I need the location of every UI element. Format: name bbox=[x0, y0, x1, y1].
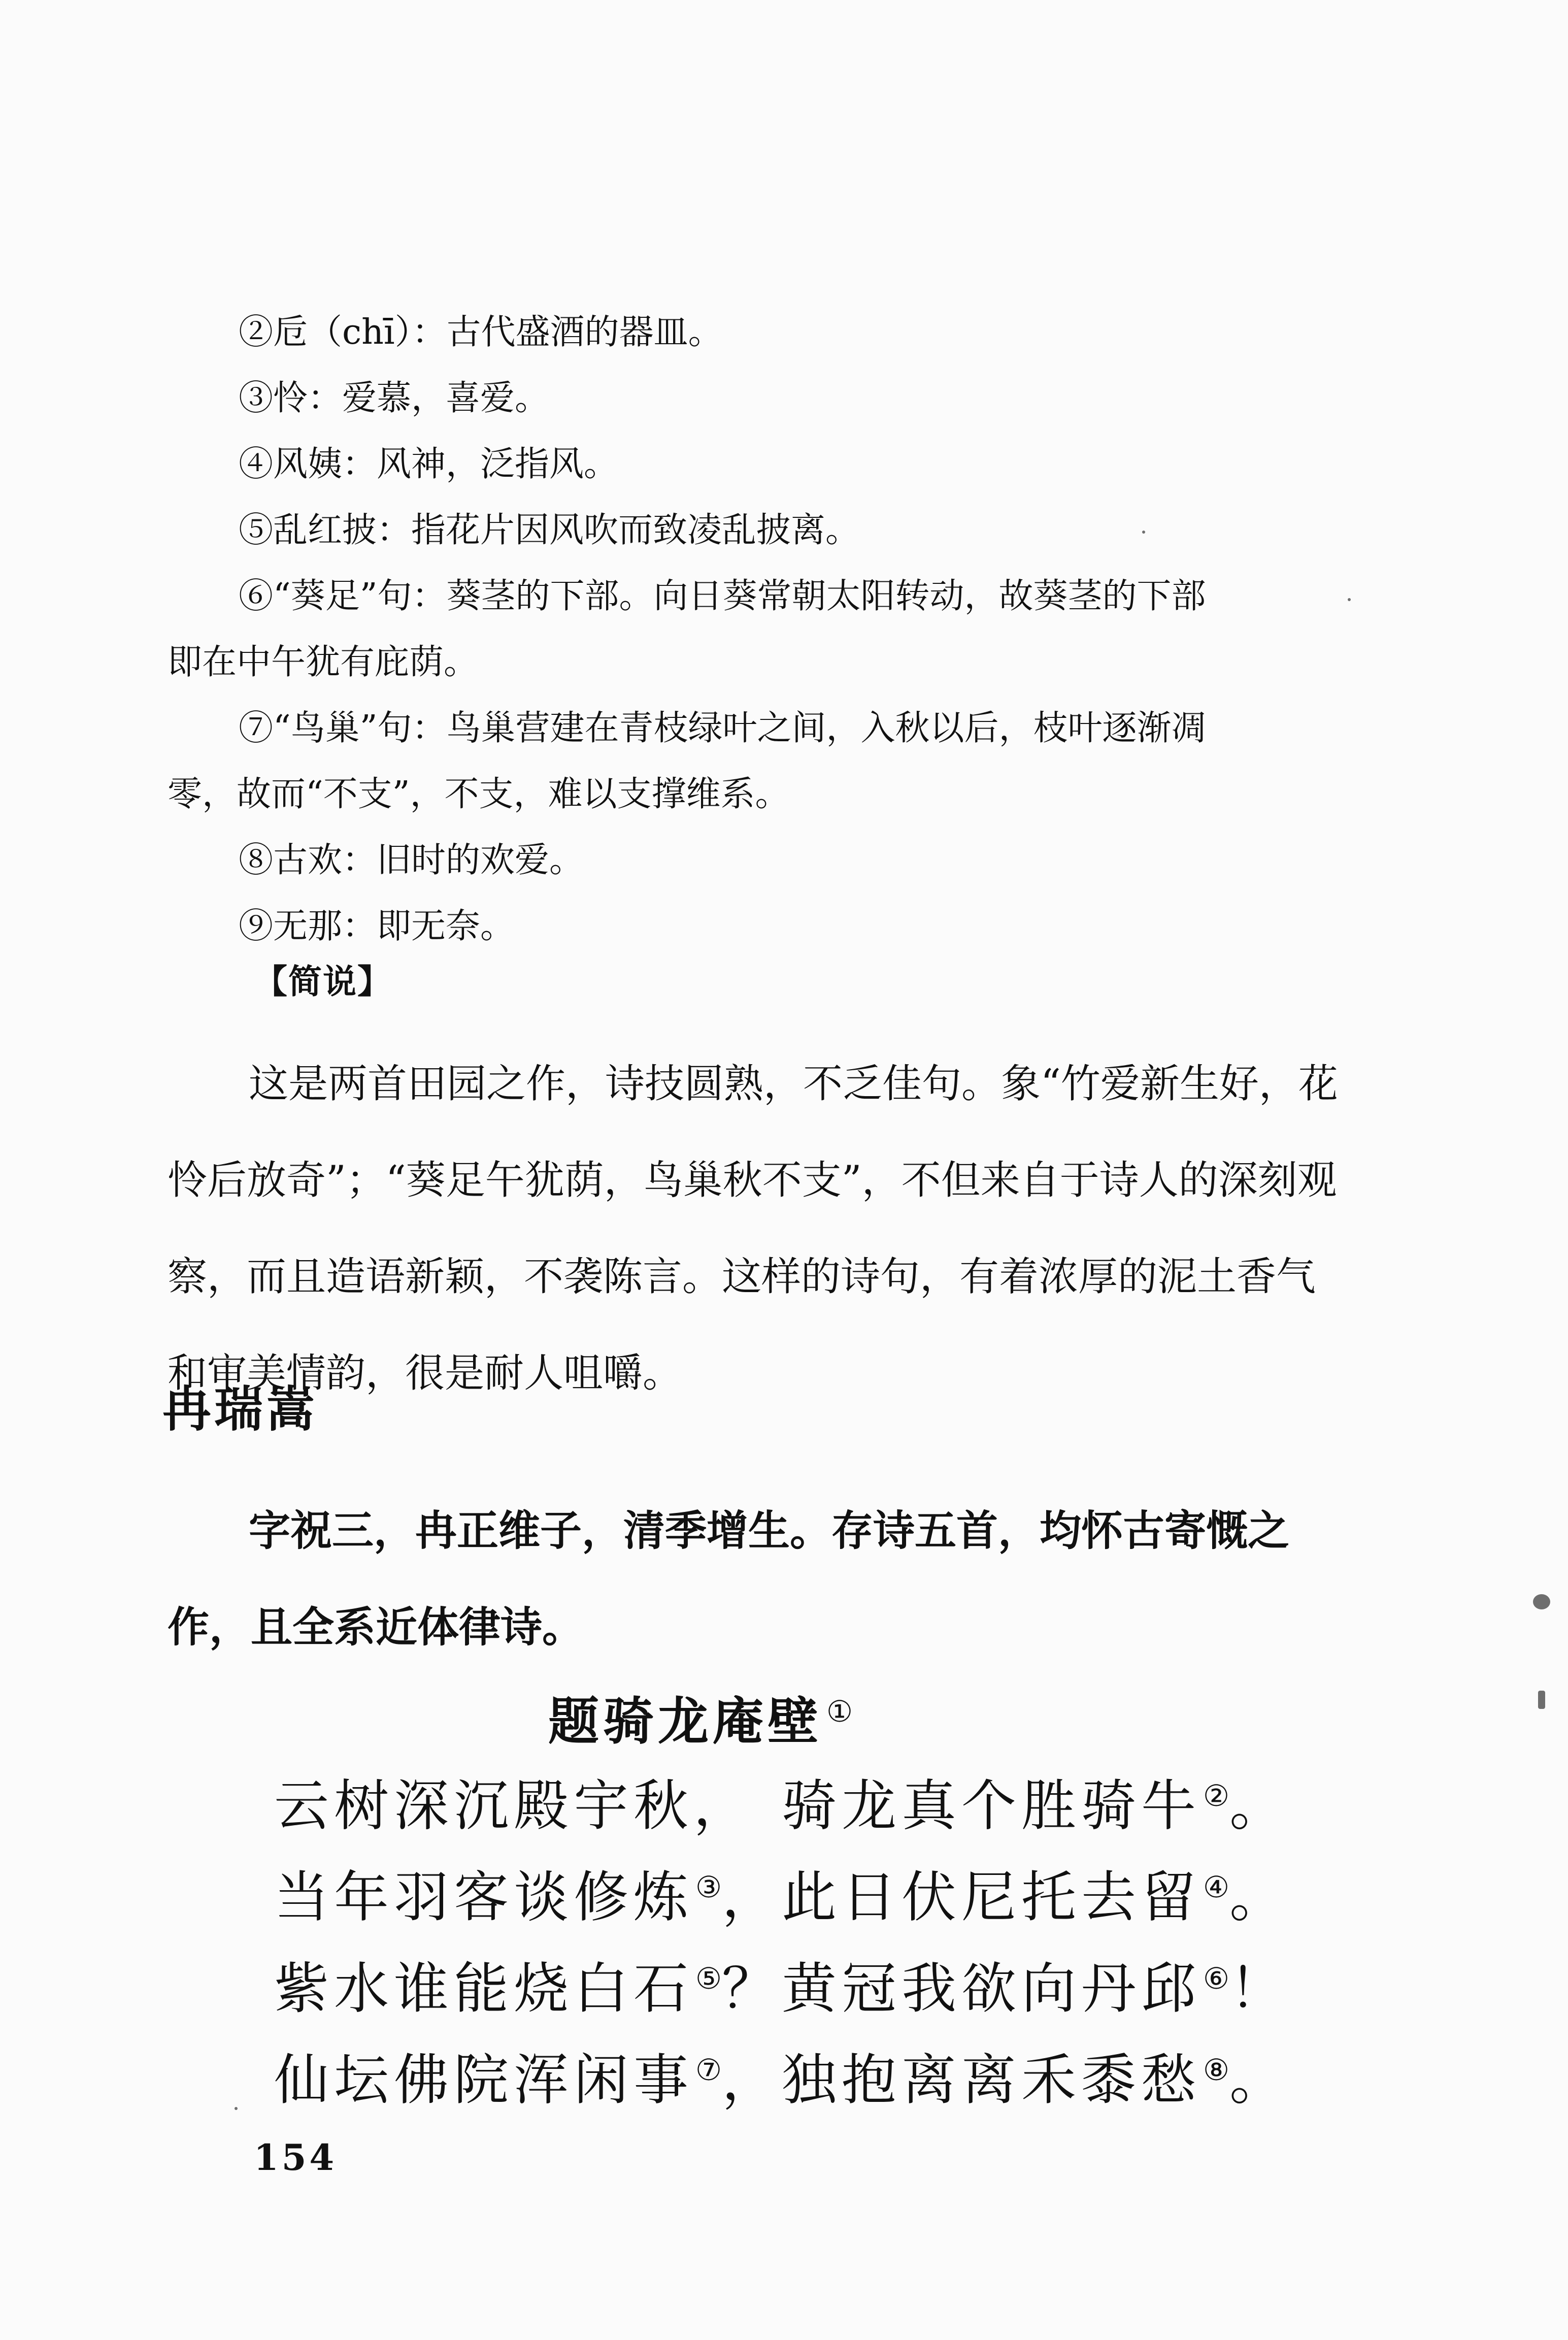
verse-text: 仙坛佛院浑闲事 bbox=[274, 2049, 694, 2112]
author-heading: 冉瑞嵩 bbox=[162, 1380, 318, 1438]
verse-text: 云树深沉殿宇秋， bbox=[274, 1774, 754, 1838]
poem-line-first-half bbox=[274, 1853, 782, 1932]
section-heading-brief-commentary: 【简说】 bbox=[254, 962, 392, 1001]
footnote-8: ⑧古欢：旧时的欢爱。 bbox=[239, 840, 584, 880]
footnote-7: ⑦“鸟巢”句：鸟巢营建在青枝绿叶之间，入秋以后，枝叶逐渐凋 bbox=[239, 708, 1206, 748]
verse-punctuation: ！ bbox=[1229, 1957, 1290, 2021]
scan-speck bbox=[235, 2107, 238, 2110]
scan-speck bbox=[1533, 1594, 1550, 1609]
scan-speck bbox=[1348, 598, 1351, 601]
verse-punctuation: ， bbox=[722, 1866, 782, 1929]
footnote-7-continued: 零，故而“不支”，不支，难以支撑维系。 bbox=[168, 774, 790, 814]
poem-line bbox=[274, 1762, 1289, 1853]
note-marker: ③ bbox=[695, 1870, 722, 1904]
note-marker: ⑥ bbox=[1203, 1961, 1230, 1996]
footnote-6: ⑥“葵足”句：葵茎的下部。向日葵常朝太阳转动，故葵茎的下部 bbox=[239, 576, 1206, 616]
poem-title bbox=[548, 1680, 857, 1754]
poem-title-text: 题骑龙庵壁 bbox=[548, 1691, 822, 1751]
note-marker: ② bbox=[1203, 1778, 1230, 1813]
poem-line-second-half bbox=[782, 2036, 1290, 2115]
verse-punctuation: ， bbox=[722, 2049, 782, 2112]
verse-punctuation: 。 bbox=[1229, 2049, 1290, 2112]
note-marker: ④ bbox=[1203, 1870, 1230, 1904]
poem-line bbox=[274, 1853, 1289, 1944]
verse-punctuation: 。 bbox=[1229, 1866, 1290, 1929]
commentary-paragraph: 这是两首田园之作，诗技圆熟，不乏佳句。象“竹爱新生好，花怜后放奇”；“葵足午犹荫，鸟巢秋不支”，不但来自于诗人的深刻观察，而且造语新颖，不袭陈言。这样的诗句，有着浓厚的泥土香气和审美情韵，很是耐人咀嚼。 bbox=[168, 1061, 1338, 1396]
note-marker: ⑤ bbox=[695, 1961, 722, 1996]
page-number: 154 bbox=[254, 2136, 338, 2179]
verse-text: 此日伏尼托去留 bbox=[782, 1866, 1202, 1929]
poem-line-first-half bbox=[274, 1944, 782, 2023]
footnote-2: ②卮（chī）：古代盛酒的器皿。 bbox=[239, 312, 723, 352]
poem-line-first-half bbox=[274, 2036, 782, 2115]
poem-line-second-half bbox=[782, 1762, 1290, 1840]
note-marker: ⑦ bbox=[695, 2053, 722, 2087]
footnote-9: ⑨无那：即无奈。 bbox=[239, 906, 515, 946]
verse-text: 黄冠我欲向丹邱 bbox=[782, 1957, 1202, 2021]
footnote-6-continued: 即在中午犹有庇荫。 bbox=[168, 642, 479, 682]
poem-line-second-half bbox=[782, 1944, 1290, 2023]
poem-line-second-half bbox=[782, 1853, 1290, 1932]
verse-text: 独抱离离禾黍愁 bbox=[782, 2049, 1202, 2112]
footnotes bbox=[168, 300, 1335, 960]
note-marker: ⑧ bbox=[1203, 2053, 1230, 2087]
poem-body bbox=[274, 1762, 1289, 2127]
poem-line bbox=[274, 2036, 1289, 2127]
verse-text: 当年羽客谈修炼 bbox=[274, 1866, 694, 1929]
author-biography: 字祝三，冉正维子，清季增生。存诗五首，均怀古寄慨之作，且全系近体律诗。 bbox=[168, 1506, 1290, 1652]
footnote-5: ⑤乱红披：指花片因风吹而致凌乱披离。 bbox=[239, 510, 860, 550]
poem-title-note-marker: ① bbox=[826, 1694, 857, 1729]
poem-line bbox=[274, 1944, 1289, 2036]
footnote-3: ③怜：爱慕，喜爱。 bbox=[239, 378, 550, 418]
verse-punctuation: 。 bbox=[1229, 1774, 1290, 1838]
verse-text: 骑龙真个胜骑牛 bbox=[782, 1774, 1202, 1838]
scan-speck bbox=[1538, 1691, 1545, 1709]
scan-speck bbox=[1142, 531, 1145, 534]
footnote-4: ④风姨：风神，泛指风。 bbox=[239, 444, 619, 484]
verse-punctuation: ？ bbox=[722, 1957, 782, 2021]
poem-line-first-half bbox=[274, 1762, 782, 1840]
verse-text: 紫水谁能烧白石 bbox=[274, 1957, 694, 2021]
